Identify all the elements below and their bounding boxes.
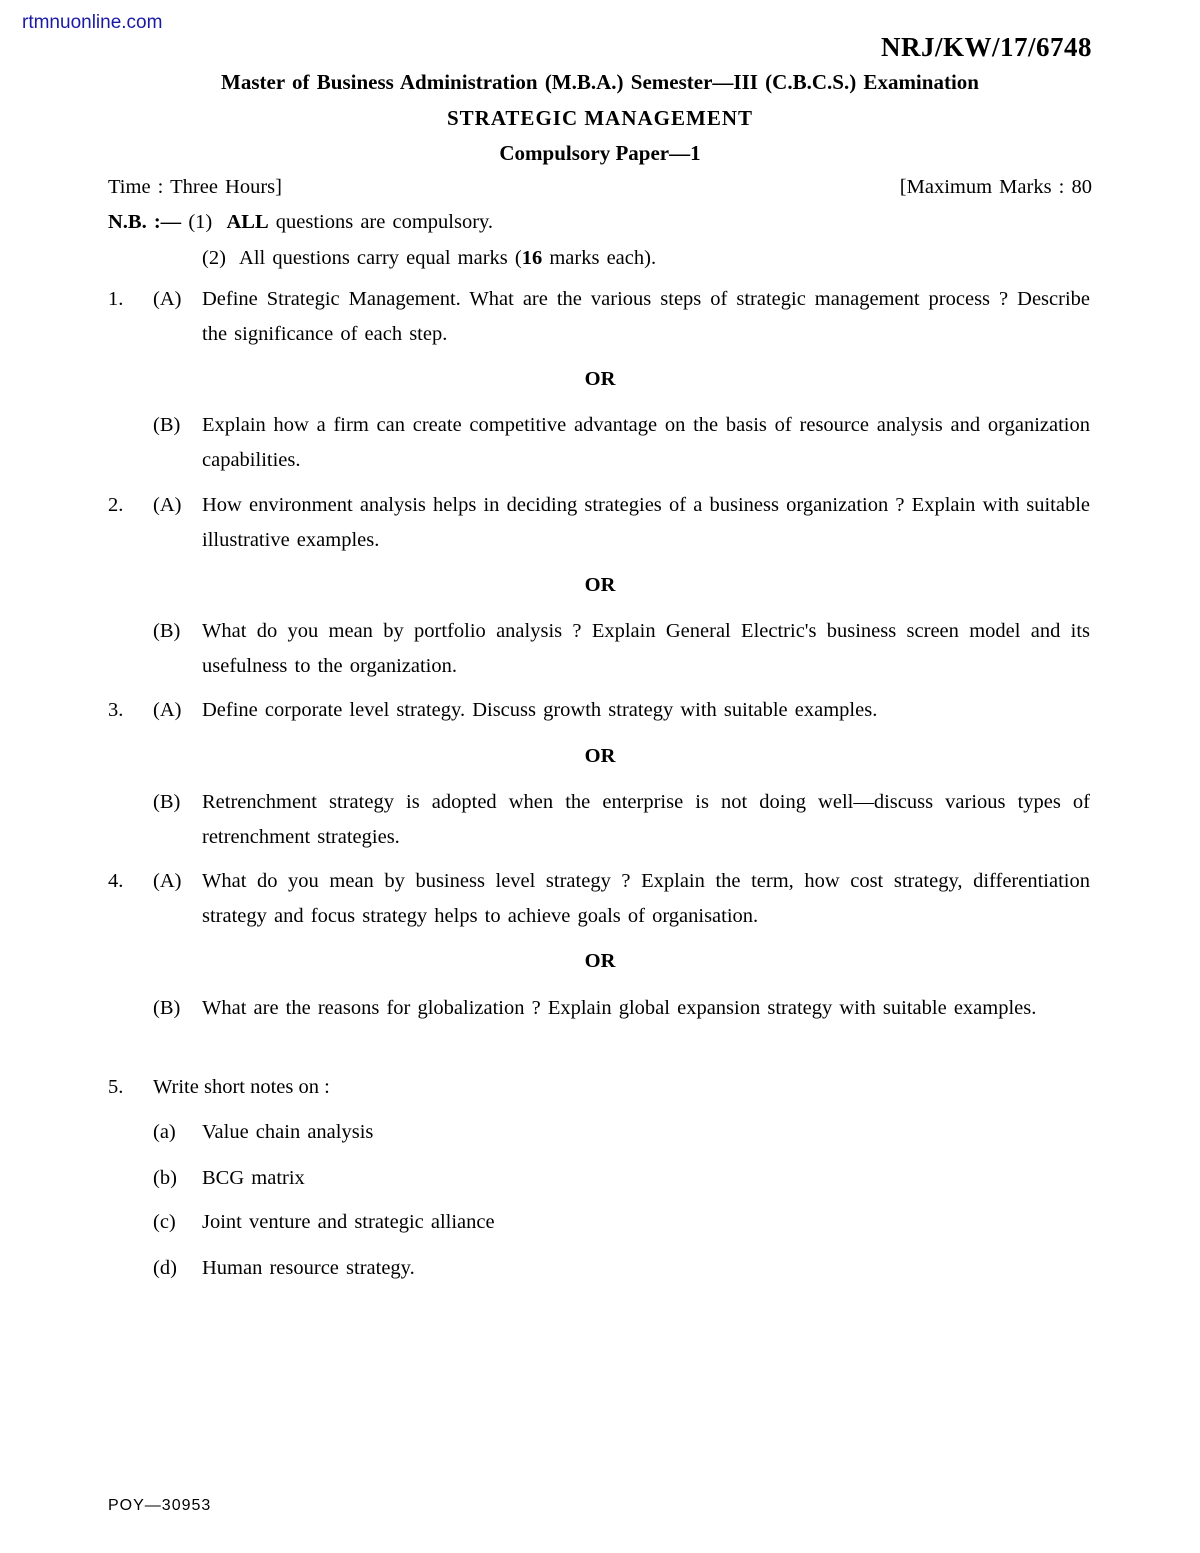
question-number: 2. [108, 494, 124, 516]
watermark-site: rtmnuonline.com [22, 12, 163, 33]
note-1-text: questions are compulsory. [275, 211, 494, 233]
note-2-number: (2) [202, 247, 226, 269]
option-label-a: (A) [153, 288, 182, 310]
short-note-text: BCG matrix [202, 1167, 305, 1189]
question-text-b: Explain how a firm can create competitive advantage on the basis of resource analysis and organization capabilities. [202, 414, 1090, 471]
subject-title: STRATEGIC MANAGEMENT [446, 106, 754, 130]
note-2-text-pre: All questions carry equal marks ( [239, 247, 522, 269]
footer-code: POY—30953 [108, 1497, 212, 1514]
time-allowed: Time : Three Hours] [108, 176, 282, 198]
maximum-marks: [Maximum Marks : 80 [899, 176, 1092, 198]
question-number: 5. [108, 1076, 124, 1098]
question-text-a: What do you mean by business level strategy ? Explain the term, how cost strategy, differentiation strategy and focus strategy helps to achieve goals of organisation. [202, 870, 1090, 927]
option-label-b: (B) [153, 791, 181, 813]
short-note-text: Joint venture and strategic alliance [202, 1211, 495, 1233]
option-label-a: (A) [153, 870, 182, 892]
option-label-a: (A) [153, 494, 182, 516]
question-number: 4. [108, 870, 124, 892]
or-separator: OR [584, 574, 616, 596]
short-note-label: (d) [153, 1257, 177, 1279]
instruction-note-1 [108, 211, 493, 234]
exam-title: Master of Business Administration (M.B.A.) Semester—III (C.B.C.S.) Examination [221, 70, 979, 94]
option-label-a: (A) [153, 699, 182, 721]
option-label-b: (B) [153, 997, 181, 1019]
short-note-label: (b) [153, 1167, 177, 1189]
question-text-a: How environment analysis helps in deciding strategies of a business organization ? Explain with suitable illustrative examples. [202, 494, 1090, 551]
question-5-text: Write short notes on : [153, 1076, 330, 1098]
paper-title: Compulsory Paper—1 [499, 141, 701, 165]
or-separator: OR [584, 745, 616, 767]
note-1-number: (1) [188, 211, 213, 233]
or-separator: OR [584, 368, 616, 390]
note-2-marks: 16 [521, 247, 543, 269]
note-2-text-post: marks each). [549, 247, 657, 269]
short-note-label: (a) [153, 1121, 176, 1143]
note-1-emphasis: ALL [226, 211, 269, 233]
question-text-a: Define corporate level strategy. Discuss growth strategy with suitable examples. [202, 699, 878, 721]
question-text-b: Retrenchment strategy is adopted when the enterprise is not doing well—discuss various types of retrenchment strategies. [202, 791, 1090, 848]
question-text-b: What do you mean by portfolio analysis ? Explain General Electric's business screen model and its usefulness to the organization. [202, 620, 1090, 677]
paper-code: NRJ/KW/17/6748 [880, 32, 1092, 62]
option-label-b: (B) [153, 414, 181, 436]
question-text-b: What are the reasons for globalization ? Explain global expansion strategy with suitable examples. [202, 997, 1037, 1019]
instruction-note-2 [202, 247, 656, 270]
or-separator: OR [584, 950, 616, 972]
question-text-a: Define Strategic Management. What are the various steps of strategic management process ? Describe the significance of each step. [202, 288, 1090, 345]
short-note-text: Human resource strategy. [202, 1257, 415, 1279]
option-label-b: (B) [153, 620, 181, 642]
question-number: 1. [108, 288, 124, 310]
short-note-text: Value chain analysis [202, 1121, 374, 1143]
short-note-label: (c) [153, 1211, 176, 1233]
question-number: 3. [108, 699, 124, 721]
nb-label: N.B. :— [108, 211, 182, 233]
